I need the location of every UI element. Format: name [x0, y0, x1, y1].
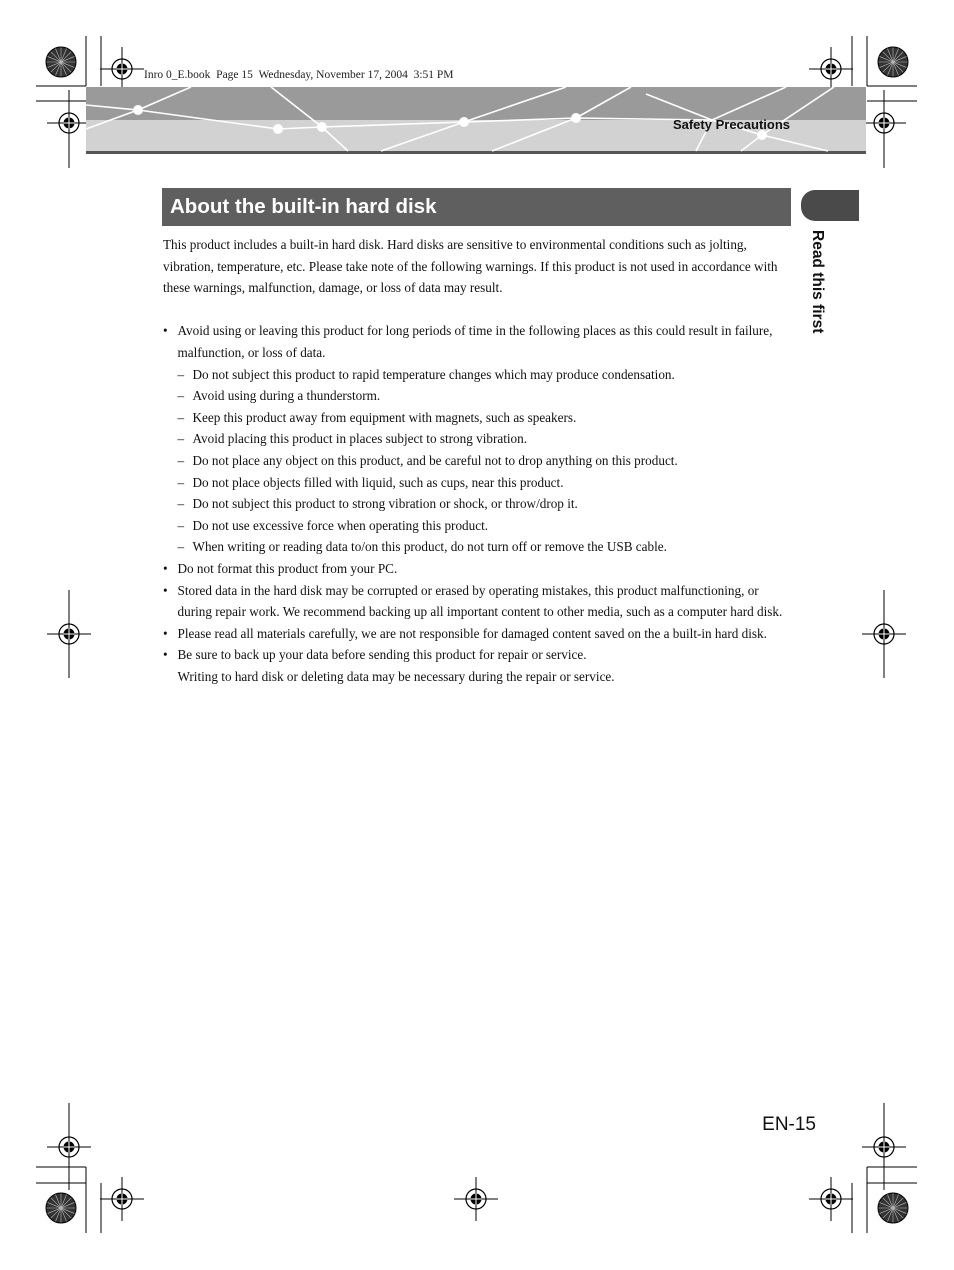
list-item-text: Do not format this product from your PC. — [177, 560, 398, 576]
sub-warning-list — [178, 364, 794, 558]
list-item — [163, 580, 793, 623]
list-item — [163, 623, 793, 645]
intro-paragraph: This product includes a built-in hard disk. Hard disks are sensitive to environmental conditions such as jolting, vibration, temperature, etc. Please take note of the following warnings. If this product is not used in accordance with these warnings, malfunction, damage, or loss of data may result. — [163, 237, 778, 296]
page-title: About the built-in hard disk — [170, 195, 437, 218]
list-item-text: Please read all materials carefully, we are not responsible for damaged content saved on the a built-in hard disk. — [177, 625, 767, 641]
sub-list-item: – Do not place any object on this product, and be careful not to drop anything on this product. — [178, 450, 794, 472]
list-item-note: Writing to hard disk or deleting data may be necessary during the repair or service. — [177, 668, 615, 684]
print-info-line: Inro 0_E.book Page 15 Wednesday, November 17, 2004 3:51 PM — [144, 69, 454, 81]
body-content — [163, 234, 793, 687]
sub-list-item: – Do not use excessive force when operating this product. — [178, 515, 794, 537]
list-item — [163, 644, 793, 687]
section-title-bar — [162, 188, 791, 226]
sub-list-item: – Keep this product away from equipment with magnets, such as speakers. — [178, 407, 794, 429]
list-item-text: Avoid using or leaving this product for long periods of time in the following places as this could result in failure, malfunction, or loss of data. — [177, 323, 773, 360]
list-item-text: Stored data in the hard disk may be corrupted or erased by operating mistakes, this product malfunctioning, or during repair work. We recommend backing up all important content to other media, such as a computer hard disk. — [177, 582, 783, 620]
sub-list-item: – Do not subject this product to rapid temperature changes which may produce condensation. — [178, 364, 794, 386]
header-section-label: Safety Precautions — [672, 117, 790, 132]
page-number: EN-15 — [762, 1114, 816, 1135]
side-tab-label: Read this first — [809, 230, 826, 334]
sub-list-item: – Do not place objects filled with liquid, such as cups, near this product. — [178, 472, 794, 494]
sub-list-item: – Do not subject this product to strong vibration or shock, or throw/drop it. — [178, 493, 794, 515]
list-item-text: Be sure to back up your data before sending this product for repair or service. — [177, 647, 587, 663]
warning-list — [163, 320, 793, 687]
sub-list-item: – Avoid using during a thunderstorm. — [178, 385, 794, 407]
sub-list-item: – Avoid placing this product in places subject to strong vibration. — [178, 428, 794, 450]
side-tab — [801, 190, 859, 221]
sub-list-item: – When writing or reading data to/on this product, do not turn off or remove the USB cable. — [178, 536, 794, 558]
list-item — [163, 558, 793, 580]
list-item — [163, 320, 793, 558]
